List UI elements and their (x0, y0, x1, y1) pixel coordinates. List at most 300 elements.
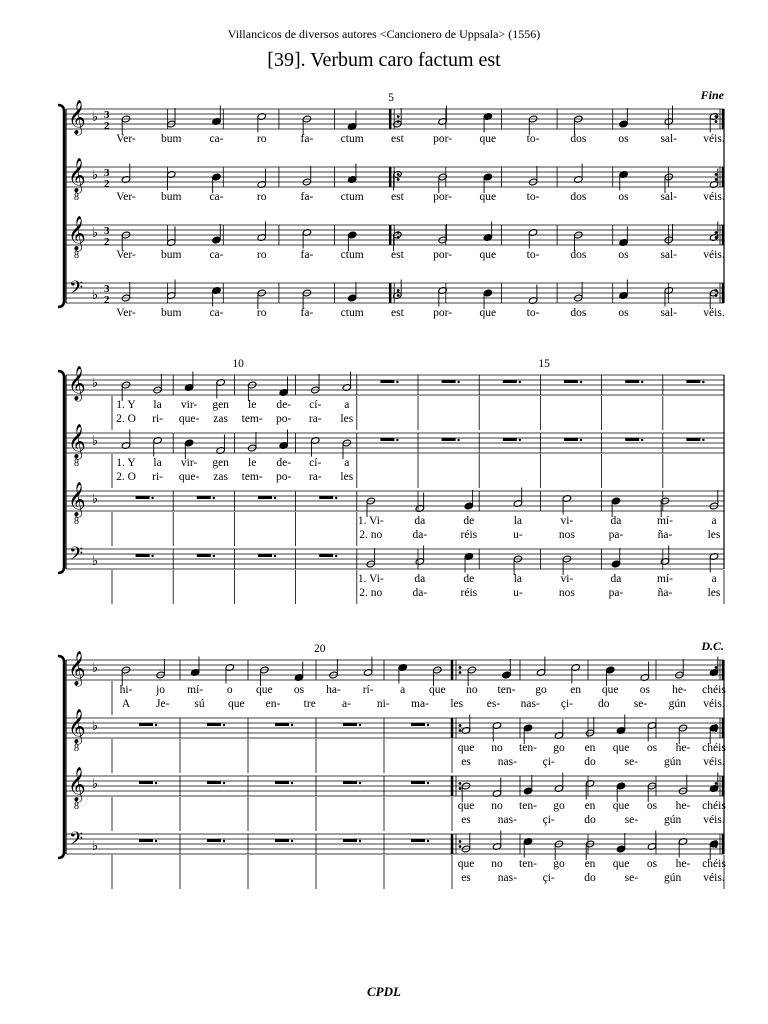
lyric-syllable: no (466, 684, 478, 696)
lyric-syllable: mí- (187, 684, 204, 696)
bar-rest (564, 438, 578, 441)
bar-rest (136, 554, 150, 557)
lyric-syllable: a (344, 399, 350, 411)
lyric-syllable: os (646, 858, 658, 870)
bar-rest (136, 496, 150, 499)
lyric-syllable: vi- (560, 515, 574, 527)
rest-dot (457, 439, 459, 441)
lyric-syllable: la (153, 457, 162, 469)
lyric-syllable: se- (624, 814, 639, 826)
repeat-dot (397, 115, 400, 118)
lyric-syllable: que (479, 249, 497, 261)
bar-rest (275, 839, 289, 842)
note-head (619, 120, 628, 128)
lyric-syllable: he- (675, 858, 691, 870)
lyric-syllable: fa- (300, 249, 314, 261)
lyric-syllable: pa- (608, 587, 624, 599)
lyric-syllable: u- (513, 587, 523, 599)
lyric-syllable: por- (433, 249, 453, 261)
lyric-syllable: ro (256, 191, 267, 203)
lyric-syllable: os (618, 307, 629, 319)
repeat-dot (715, 178, 718, 181)
flat-key-icon: ♭ (92, 719, 99, 734)
lyric-syllable: do (584, 756, 596, 768)
lyric-syllable: que (256, 684, 273, 696)
system-bracket (58, 105, 64, 307)
lyric-syllable: véis. (703, 133, 725, 145)
treble-clef-icon: 𝄞 (68, 709, 86, 744)
flat-key-icon: ♭ (92, 226, 99, 241)
lyric-syllable: le (248, 399, 257, 411)
lyric-syllable: gen (212, 457, 229, 469)
repeat-dot (397, 294, 400, 297)
lyric-syllable: de (463, 573, 475, 585)
lyric-syllable: est (390, 307, 404, 319)
rest-dot (291, 724, 293, 726)
lyric-syllable: 2. no (359, 529, 383, 541)
note-head (347, 231, 356, 239)
rest-dot (151, 497, 153, 499)
lyric-syllable: a- (342, 698, 351, 710)
staff-voice-1 (66, 366, 724, 430)
bar-rest (343, 839, 357, 842)
rest-dot (155, 782, 157, 784)
rest-dot (427, 724, 429, 726)
lyric-syllable: ctum (340, 249, 364, 261)
lyric-syllable: os (618, 133, 629, 145)
lyric-syllable: tre (303, 698, 316, 710)
bar-rest (319, 496, 333, 499)
lyric-syllable: que (428, 684, 446, 696)
performance-mark: D.C. (701, 639, 724, 653)
rest-dot (580, 439, 582, 441)
lyric-syllable: go (553, 858, 565, 870)
lyric-syllable: no (491, 800, 503, 812)
lyric-syllable: go (553, 742, 565, 754)
lyric-syllable: en (584, 858, 596, 870)
lyric-syllable: da (610, 515, 622, 527)
flat-key-icon: ♭ (92, 376, 99, 391)
bar-rest (319, 554, 333, 557)
staff-voice-4 (66, 278, 725, 319)
lyric-syllable: dos (570, 133, 587, 145)
rest-dot (359, 724, 361, 726)
lyric-syllable: les (450, 698, 464, 710)
performance-mark: Fine (700, 88, 724, 102)
lyric-syllable: Ver- (116, 133, 136, 145)
lyric-syllable: go (553, 800, 565, 812)
note-head (523, 724, 532, 732)
lyric-syllable: sú (194, 698, 205, 710)
lyric-syllable: os (639, 684, 650, 696)
repeat-dot (397, 178, 400, 181)
measure-number: 10 (232, 358, 244, 370)
bar-rest (207, 723, 221, 726)
lyric-syllable: véis. (703, 872, 725, 884)
note-head (347, 294, 356, 302)
bar-rest (625, 438, 639, 441)
repeat-dot (459, 787, 462, 790)
treble-clef-icon: 𝄞 (68, 216, 86, 251)
lyric-syllable: réis (460, 529, 478, 541)
bar-rest (275, 723, 289, 726)
lyric-syllable: fa- (300, 307, 314, 319)
lyric-syllable: bum (161, 249, 182, 261)
flat-key-icon: ♭ (92, 288, 99, 303)
bar-rest (686, 438, 700, 441)
lyric-syllable: a (344, 457, 350, 469)
lyric-syllable: da (414, 573, 426, 585)
lyric-syllable: en (584, 800, 596, 812)
lyric-syllable: que- (178, 471, 200, 483)
system-1 (58, 88, 725, 319)
lyric-syllable: u- (513, 529, 523, 541)
lyric-syllable: to- (526, 249, 540, 261)
lyric-syllable: la (513, 515, 523, 527)
score-systems (58, 88, 726, 889)
lyric-syllable: bum (161, 191, 182, 203)
staff-voice-2 (66, 709, 726, 773)
lyric-syllable: a (711, 573, 717, 585)
lyric-syllable: jo (156, 684, 166, 696)
meter-denominator: 2 (104, 120, 110, 132)
lyric-syllable: 1. Vi- (357, 515, 384, 527)
rest-dot (702, 439, 704, 441)
repeat-dot (397, 173, 400, 176)
rest-dot (519, 439, 521, 441)
lyric-syllable: do (584, 814, 596, 826)
lyric-syllable: que (479, 191, 497, 203)
octave-mark: 8 (74, 192, 79, 203)
bar-rest (380, 438, 394, 441)
octave-mark: 8 (74, 801, 79, 812)
lyric-syllable: es (461, 872, 471, 884)
flat-key-icon: ♭ (92, 839, 99, 854)
lyric-syllable: réis (460, 587, 478, 599)
bar-rest (207, 781, 221, 784)
lyric-syllable: le (248, 457, 257, 469)
lyric-syllable: nos (558, 587, 575, 599)
bar-rest (503, 380, 517, 383)
bar-rest (139, 781, 153, 784)
lyric-syllable: çi- (560, 698, 574, 710)
lyric-syllable: que (601, 684, 619, 696)
repeat-dot (715, 666, 718, 669)
staff-voice-1 (66, 651, 726, 715)
lyric-syllable: do (584, 872, 596, 884)
lyric-syllable: nas- (520, 698, 540, 710)
lyric-syllable: que (479, 307, 497, 319)
lyric-syllable: les (340, 471, 354, 483)
lyric-syllable: ri- (152, 413, 163, 425)
lyric-syllable: 2. O (116, 413, 136, 425)
repeat-dot (715, 782, 718, 785)
rest-dot (580, 381, 582, 383)
rest-dot (155, 840, 157, 842)
lyric-syllable: est (390, 249, 404, 261)
lyric-syllable: ña- (657, 529, 673, 541)
lyric-syllable: os (646, 742, 658, 754)
lyric-syllable: les (340, 413, 354, 425)
lyric-syllable: da (414, 515, 426, 527)
note-head (606, 666, 615, 674)
rest-dot (291, 782, 293, 784)
lyric-syllable: es (461, 756, 471, 768)
lyric-syllable: sal- (660, 133, 678, 145)
lyric-syllable: les (707, 587, 721, 599)
staff-voice-4 (66, 544, 724, 604)
repeat-dot (459, 671, 462, 674)
lyric-syllable: Ver- (116, 191, 136, 203)
lyric-syllable: chéis (702, 858, 726, 870)
lyric-syllable: que (457, 858, 475, 870)
lyric-syllable: gún (664, 872, 682, 884)
system-3 (58, 639, 726, 889)
octave-mark: 8 (74, 516, 79, 527)
rest-dot (396, 439, 398, 441)
rest-dot (457, 381, 459, 383)
treble-clef-icon: 𝄞 (68, 651, 86, 686)
rest-dot (641, 439, 643, 441)
repeat-dot (459, 840, 462, 843)
meter-denominator: 2 (104, 294, 110, 306)
note-head (611, 497, 620, 505)
lyric-syllable: ri- (152, 471, 163, 483)
rest-dot (519, 381, 521, 383)
lyric-syllable: que (612, 858, 630, 870)
measure-number: 15 (538, 358, 550, 370)
lyric-syllable: ctum (340, 191, 364, 203)
lyric-syllable: Ver- (116, 249, 136, 261)
lyric-syllable: es- (486, 698, 501, 710)
rest-dot (335, 555, 337, 557)
rest-dot (223, 724, 225, 726)
meter-numerator: 3 (104, 225, 110, 237)
lyric-syllable: dos (570, 249, 587, 261)
lyric-syllable: que (457, 742, 475, 754)
bar-rest (139, 839, 153, 842)
lyric-syllable: ra- (308, 413, 322, 425)
note-head (212, 236, 221, 244)
lyric-syllable: ca- (209, 133, 224, 145)
staff-voice-1 (66, 100, 725, 145)
lyric-syllable: o (226, 684, 233, 696)
rest-dot (359, 782, 361, 784)
lyric-syllable: véis. (703, 249, 725, 261)
lyric-syllable: çi- (542, 872, 555, 884)
staff-voice-3 (66, 482, 724, 546)
lyric-syllable: he- (675, 800, 691, 812)
lyric-syllable: ña- (657, 587, 673, 599)
lyric-syllable: chéis (702, 684, 726, 696)
lyric-syllable: çi- (542, 756, 555, 768)
lyric-syllable: os (618, 191, 629, 203)
lyric-syllable: que (612, 742, 630, 754)
staff-voice-2 (66, 424, 724, 488)
rest-dot (213, 497, 215, 499)
lyric-syllable: os (646, 800, 658, 812)
lyric-syllable: to- (526, 191, 540, 203)
lyric-syllable: ma- (411, 698, 429, 710)
note-head (523, 787, 532, 795)
lyric-syllable: nas- (497, 756, 517, 768)
lyric-syllable: cí- (309, 457, 322, 469)
repeat-dot (459, 782, 462, 785)
lyric-syllable: no (491, 742, 503, 754)
lyric-syllable: ca- (209, 249, 224, 261)
bar-rest (625, 380, 639, 383)
lyric-syllable: gen (212, 399, 229, 411)
bar-rest (503, 438, 517, 441)
repeat-dot (715, 173, 718, 176)
lyric-syllable: véis. (703, 814, 725, 826)
treble-clef-icon: 𝄞 (68, 482, 86, 517)
lyric-syllable: ha- (326, 684, 341, 696)
piece-title: [39]. Verbum caro factum est (267, 49, 501, 71)
lyric-syllable: gún (668, 698, 686, 710)
lyric-syllable: os (618, 249, 629, 261)
rest-dot (223, 782, 225, 784)
repeat-dot (715, 231, 718, 234)
rest-dot (274, 497, 276, 499)
flat-key-icon: ♭ (92, 661, 99, 676)
bar-rest (343, 781, 357, 784)
repeat-dot (459, 666, 462, 669)
lyric-syllable: os (293, 684, 305, 696)
lyric-syllable: la (513, 573, 523, 585)
lyric-syllable: por- (433, 307, 453, 319)
lyric-syllable: que (457, 800, 475, 812)
bar-rest (343, 723, 357, 726)
bar-rest (442, 380, 456, 383)
lyric-syllable: la (153, 399, 162, 411)
rest-dot (291, 840, 293, 842)
lyric-syllable: vi- (560, 573, 574, 585)
lyric-syllable: chéis (702, 742, 726, 754)
bar-rest (258, 554, 272, 557)
lyric-syllable: ten- (519, 742, 537, 754)
system-bracket (58, 371, 64, 573)
rest-dot (223, 840, 225, 842)
rest-dot (151, 555, 153, 557)
treble-clef-icon: 𝄞 (68, 424, 86, 459)
rest-dot (213, 555, 215, 557)
bar-rest (258, 496, 272, 499)
lyric-syllable: da- (412, 529, 428, 541)
flat-key-icon: ♭ (92, 554, 99, 569)
rest-dot (427, 840, 429, 842)
lyric-syllable: ra- (308, 471, 322, 483)
lyric-syllable: go (535, 684, 547, 696)
note-head (611, 560, 620, 568)
lyric-syllable: fa- (300, 191, 314, 203)
note-head (483, 173, 492, 181)
lyric-syllable: que (479, 133, 497, 145)
lyric-syllable: ctum (340, 133, 364, 145)
lyric-syllable: nas- (497, 872, 517, 884)
lyric-syllable: hi- (119, 684, 133, 696)
lyric-syllable: çi- (542, 814, 555, 826)
lyric-syllable: bum (161, 307, 182, 319)
lyric-syllable: por- (433, 191, 453, 203)
lyric-syllable: ni- (376, 698, 390, 710)
octave-mark: 8 (74, 458, 79, 469)
lyric-syllable: da (610, 573, 622, 585)
lyric-syllable: ten- (519, 858, 537, 870)
meter-numerator: 3 (104, 167, 110, 179)
lyric-syllable: bum (161, 133, 182, 145)
lyric-syllable: es (461, 814, 471, 826)
lyric-syllable: to- (526, 307, 540, 319)
repeat-dot (459, 845, 462, 848)
note-head (483, 289, 492, 297)
lyric-syllable: chéis (702, 800, 726, 812)
lyric-syllable: no (491, 858, 503, 870)
rest-dot (155, 724, 157, 726)
lyric-syllable: rí- (362, 684, 374, 696)
lyric-syllable: véis. (703, 698, 725, 710)
lyric-syllable: po- (276, 471, 292, 483)
lyric-syllable: ten- (519, 800, 537, 812)
lyric-syllable: he- (675, 742, 691, 754)
rest-dot (274, 555, 276, 557)
bar-rest (442, 438, 456, 441)
bar-rest (411, 839, 425, 842)
meter-numerator: 3 (104, 283, 110, 295)
lyric-syllable: vir- (180, 457, 198, 469)
lyric-syllable: véis. (703, 756, 725, 768)
bar-rest (411, 781, 425, 784)
bar-rest (197, 496, 211, 499)
note-head (184, 439, 193, 447)
system-2 (58, 358, 724, 604)
lyric-syllable: nos (558, 529, 575, 541)
lyric-syllable: a (400, 684, 406, 696)
lyric-syllable: ctum (340, 307, 364, 319)
bass-clef-icon: 𝄢 (69, 278, 84, 303)
staff-voice-4 (66, 829, 726, 889)
flat-key-icon: ♭ (92, 434, 99, 449)
flat-key-icon: ♭ (92, 492, 99, 507)
bass-clef-icon: 𝄢 (69, 829, 84, 854)
lyric-syllable: que (612, 800, 630, 812)
lyric-syllable: gún (664, 814, 682, 826)
lyric-syllable: est (390, 191, 404, 203)
bar-rest (380, 380, 394, 383)
rest-dot (427, 782, 429, 784)
lyric-syllable: en- (265, 698, 281, 710)
meter-denominator: 2 (104, 236, 110, 248)
lyric-syllable: nas- (497, 814, 517, 826)
lyric-syllable: tem- (241, 413, 263, 425)
staff-voice-3 (66, 767, 726, 831)
system-bracket (58, 656, 64, 858)
lyric-syllable: po- (276, 413, 292, 425)
lyric-syllable: vir- (180, 399, 198, 411)
lyric-syllable: por- (433, 133, 453, 145)
rest-dot (359, 840, 361, 842)
bar-rest (686, 380, 700, 383)
treble-clef-icon: 𝄞 (68, 767, 86, 802)
lyric-syllable: tem- (241, 471, 263, 483)
collection-subtitle: Villancicos de diversos autores <Cancionero de Uppsala> (1556) (227, 27, 541, 41)
bar-rest (275, 781, 289, 784)
rest-dot (641, 381, 643, 383)
rest-dot (335, 497, 337, 499)
measure-number: 5 (388, 92, 394, 104)
bar-rest (411, 723, 425, 726)
treble-clef-icon: 𝄞 (68, 158, 86, 193)
